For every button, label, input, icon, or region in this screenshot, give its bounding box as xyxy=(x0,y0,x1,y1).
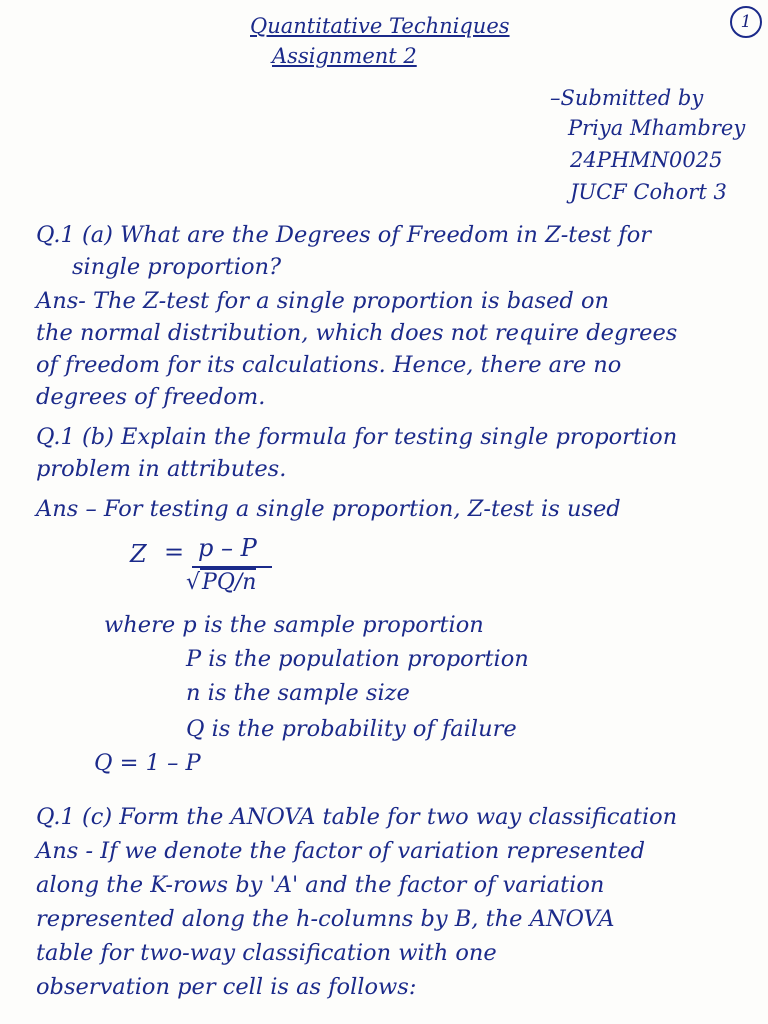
formula-numerator: p – P xyxy=(198,534,257,562)
cohort: JUCF Cohort 3 xyxy=(570,180,727,204)
formula-denominator: PQ/n xyxy=(202,570,257,595)
answer-1c-line5: observation per cell is as follows: xyxy=(36,974,417,1000)
formula-equals: = xyxy=(164,538,185,566)
answer-1a-line4: degrees of freedom. xyxy=(36,384,266,410)
answer-1a-line2: the normal distribution, which does not require degrees xyxy=(36,320,678,346)
answer-1c-line1: Ans - If we denote the factor of variation represented xyxy=(36,838,645,864)
page-subtitle: Assignment 2 xyxy=(272,44,417,68)
page-number: 1 xyxy=(730,6,762,38)
answer-1c-line2: along the K-rows by 'A' and the factor of variation xyxy=(36,872,605,898)
answer-1a-line3: of freedom for its calculations. Hence, there are no xyxy=(36,352,622,378)
question-1b-line2: problem in attributes. xyxy=(36,456,287,482)
page-title: Quantitative Techniques xyxy=(250,14,510,38)
definition-q: Q is the probability of failure xyxy=(186,716,517,742)
answer-1c-line4: table for two-way classification with one xyxy=(36,940,497,966)
student-id: 24PHMN0025 xyxy=(570,148,723,172)
answer-1b-line1: Ans – For testing a single proportion, Z-test is used xyxy=(36,496,621,522)
q-equation: Q = 1 – P xyxy=(94,750,201,776)
question-1a-line2: single proportion? xyxy=(72,254,282,280)
question-1a-line1: Q.1 (a) What are the Degrees of Freedom in Z-test for xyxy=(36,222,652,248)
formula-lhs: Z xyxy=(130,540,147,568)
definition-p: where p is the sample proportion xyxy=(104,612,484,638)
definition-n: n is the sample size xyxy=(186,680,410,706)
answer-1c-line3: represented along the h-columns by B, the ANOVA xyxy=(36,906,615,932)
question-1b-line1: Q.1 (b) Explain the formula for testing single proportion xyxy=(36,424,678,450)
student-name: Priya Mhambrey xyxy=(568,116,746,140)
answer-1a-line1: Ans- The Z-test for a single proportion is based on xyxy=(36,288,609,314)
question-1c-line1: Q.1 (c) Form the ANOVA table for two way classification xyxy=(36,804,678,830)
formula-denominator-wrap xyxy=(186,570,256,595)
sqrt-symbol: √ xyxy=(186,570,201,595)
submitted-by-label: –Submitted by xyxy=(550,86,704,110)
definition-population: P is the population proportion xyxy=(186,646,529,672)
